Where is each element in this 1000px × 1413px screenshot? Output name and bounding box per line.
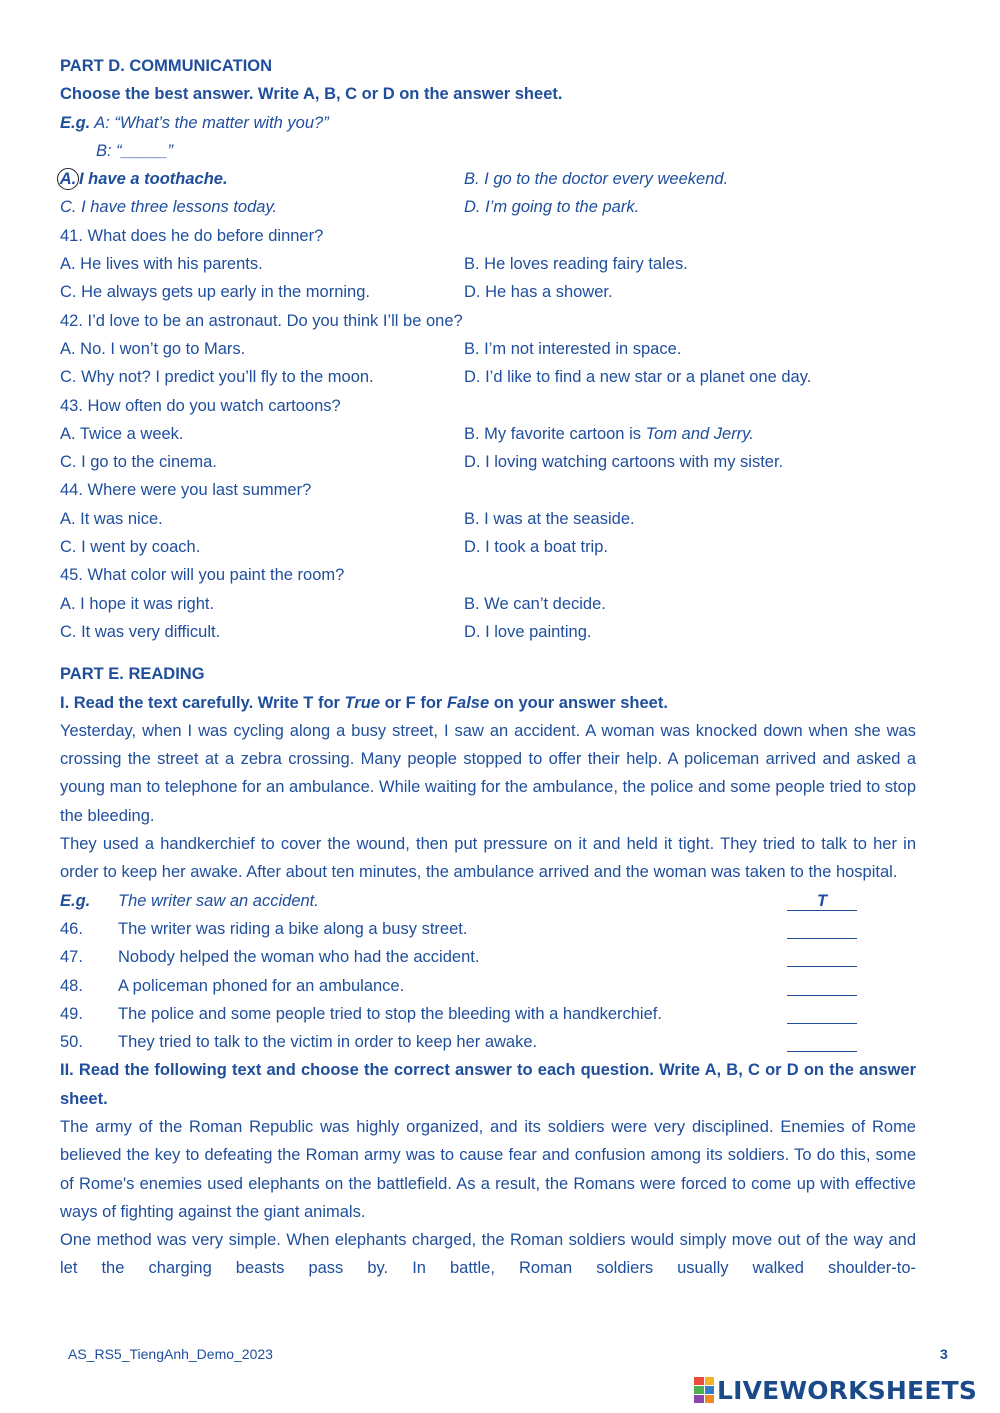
statement-number: 48.	[60, 976, 83, 995]
answer-blank[interactable]	[787, 1003, 857, 1024]
option-d: D. I took a boat trip.	[464, 538, 608, 557]
example-option-b: B. I go to the doctor every weekend.	[464, 170, 729, 189]
part-d-instruction: Choose the best answer. Write A, B, C or D on the answer sheet.	[60, 85, 563, 104]
option-b	[464, 420, 754, 448]
option-b-text: B. My favorite cartoon is	[464, 424, 646, 443]
cartoon-title: Tom and Jerry.	[645, 424, 754, 443]
option-d: D. I love painting.	[464, 622, 592, 641]
statement-text: The police and some people tried to stop the bleeding with a handkerchief.	[118, 1004, 662, 1023]
question-43: 43. How often do you watch cartoons?	[60, 396, 341, 415]
liveworksheets-logo	[694, 1374, 977, 1406]
option-a: A. No. I won’t go to Mars.	[60, 339, 246, 358]
question-44-options-ab	[60, 505, 916, 533]
example-option-a-text: I have a toothache.	[79, 170, 228, 189]
option-b: B. I was at the seaside.	[464, 509, 635, 528]
option-a: A. Twice a week.	[60, 424, 184, 443]
question-41-options-ab	[60, 250, 916, 278]
statement-text: They tried to talk to the victim in order to keep her awake.	[118, 1033, 538, 1052]
part-d-title: PART D. COMMUNICATION	[60, 57, 273, 75]
statement-number: 49.	[60, 1004, 83, 1023]
option-b: B. He loves reading fairy tales.	[464, 255, 688, 274]
example-label: E.g.	[60, 113, 91, 132]
reading-ii-paragraph-2: One method was very simple. When elephants charged, the Roman soldiers would simply move out of the way and let the charging beasts pass by. In battle, Roman soldiers usually walked shoulder-to-	[60, 1231, 916, 1278]
answer-blank[interactable]	[787, 918, 857, 939]
tf-statement-48	[60, 972, 916, 1000]
reading-ii-paragraph-1: The army of the Roman Republic was highly organized, and its soldiers were very disciplined. Enemies of Rome believed the key to defeating the Roman army was to cause fear and confusion among its soldiers. To do this, some of Rome's enemies used elephants on the battlefield. As a result, the Romans were forced to come up with effective ways of fighting against the giant animals.	[60, 1117, 916, 1221]
section-ii-instruction: II. Read the following text and choose the correct answer to each question. Write A, B, C or D on the answer sheet.	[60, 1061, 916, 1108]
option-c: C. It was very difficult.	[60, 622, 221, 641]
option-a: A. It was nice.	[60, 509, 163, 528]
worksheet-page	[60, 52, 916, 1283]
answer-blank[interactable]	[787, 946, 857, 967]
option-d: D. I loving watching cartoons with my sister.	[464, 453, 784, 472]
footer-document-id: AS_RS5_TiengAnh_Demo_2023	[68, 1346, 273, 1362]
reading-paragraph-2: They used a handkerchief to cover the wound, then put pressure on it and held it tight. They tried to talk to her in order to keep her awake. After about ten minutes, the ambulance arrived and the woman was taken to the hospital.	[60, 835, 916, 882]
question-41-options-cd	[60, 278, 916, 306]
statement-number: 47.	[60, 948, 83, 967]
example-option-a	[60, 170, 228, 188]
liveworksheets-logo-icon	[694, 1377, 714, 1403]
example-option-c: C. I have three lessons today.	[60, 198, 278, 217]
tf-statement-50	[60, 1028, 916, 1056]
option-c: C. I go to the cinema.	[60, 453, 217, 472]
instruction-text: or F for	[380, 693, 447, 712]
statement-number: 46.	[60, 919, 83, 938]
question-42-options-cd	[60, 363, 916, 391]
option-a: A. I hope it was right.	[60, 594, 215, 613]
example-prompt-line	[60, 109, 916, 137]
question-44-options-cd	[60, 533, 916, 561]
instruction-text: I. Read the text carefully. Write T for	[60, 693, 345, 712]
statement-text: A policeman phoned for an ambulance.	[118, 976, 405, 995]
option-a: A. He lives with his parents.	[60, 255, 263, 274]
tf-statement-49	[60, 1000, 916, 1028]
option-c: C. I went by coach.	[60, 538, 201, 557]
liveworksheets-logo-text: LIVEWORKSHEETS	[717, 1375, 978, 1405]
question-42-options-ab	[60, 335, 916, 363]
example-options-cd	[60, 193, 916, 221]
option-d: D. I’d like to find a new star or a planet one day.	[464, 368, 812, 387]
question-45-options-cd	[60, 618, 916, 646]
statement-text: Nobody helped the woman who had the accident.	[118, 948, 480, 967]
answer-blank[interactable]	[787, 975, 857, 996]
circled-answer-marker: A.	[57, 168, 79, 190]
question-44: 44. Where were you last summer?	[60, 481, 312, 500]
question-43-options-ab	[60, 420, 916, 448]
answer-blank[interactable]	[787, 1031, 857, 1052]
question-45-options-ab	[60, 590, 916, 618]
instruction-false: False	[446, 693, 490, 712]
statement-number: 50.	[60, 1033, 83, 1052]
tf-statement-46	[60, 915, 916, 943]
example-response-prompt: B: “_____”	[96, 141, 174, 160]
question-43-options-cd	[60, 448, 916, 476]
footer-page-number: 3	[940, 1346, 948, 1362]
tf-example-text: The writer saw an accident.	[118, 891, 319, 910]
reading-paragraph-1: Yesterday, when I was cycling along a busy street, I saw an accident. A woman was knocked down when she was crossing the street at a zebra crossing. Many people stopped to offer their help. A policeman arrived and asked a young man to telephone for an ambulance. While waiting for the ambulance, the police and some people tried to stop the bleeding.	[60, 721, 916, 825]
option-c: C. Why not? I predict you’ll fly to the moon.	[60, 368, 374, 387]
tf-example-label: E.g.	[60, 891, 91, 910]
example-prompt: A: “What’s the matter with you?”	[94, 113, 329, 132]
example-options-ab	[60, 165, 916, 193]
tf-example	[60, 887, 916, 915]
option-b: B. We can’t decide.	[464, 594, 606, 613]
tf-statement-47	[60, 943, 916, 971]
example-option-d: D. I’m going to the park.	[464, 198, 640, 217]
tf-example-answer: T	[787, 890, 857, 911]
section-i-instruction	[60, 689, 916, 717]
option-b: B. I’m not interested in space.	[464, 339, 682, 358]
option-c: C. He always gets up early in the morning.	[60, 283, 370, 302]
question-41: 41. What does he do before dinner?	[60, 226, 324, 245]
statement-text: The writer was riding a bike along a busy street.	[118, 919, 468, 938]
part-e-title: PART E. READING	[60, 665, 205, 684]
option-d: D. He has a shower.	[464, 283, 613, 302]
question-42: 42. I’d love to be an astronaut. Do you think I’ll be one?	[60, 311, 463, 330]
instruction-text: on your answer sheet.	[489, 693, 668, 712]
instruction-true: True	[344, 693, 381, 712]
question-45: 45. What color will you paint the room?	[60, 566, 345, 585]
